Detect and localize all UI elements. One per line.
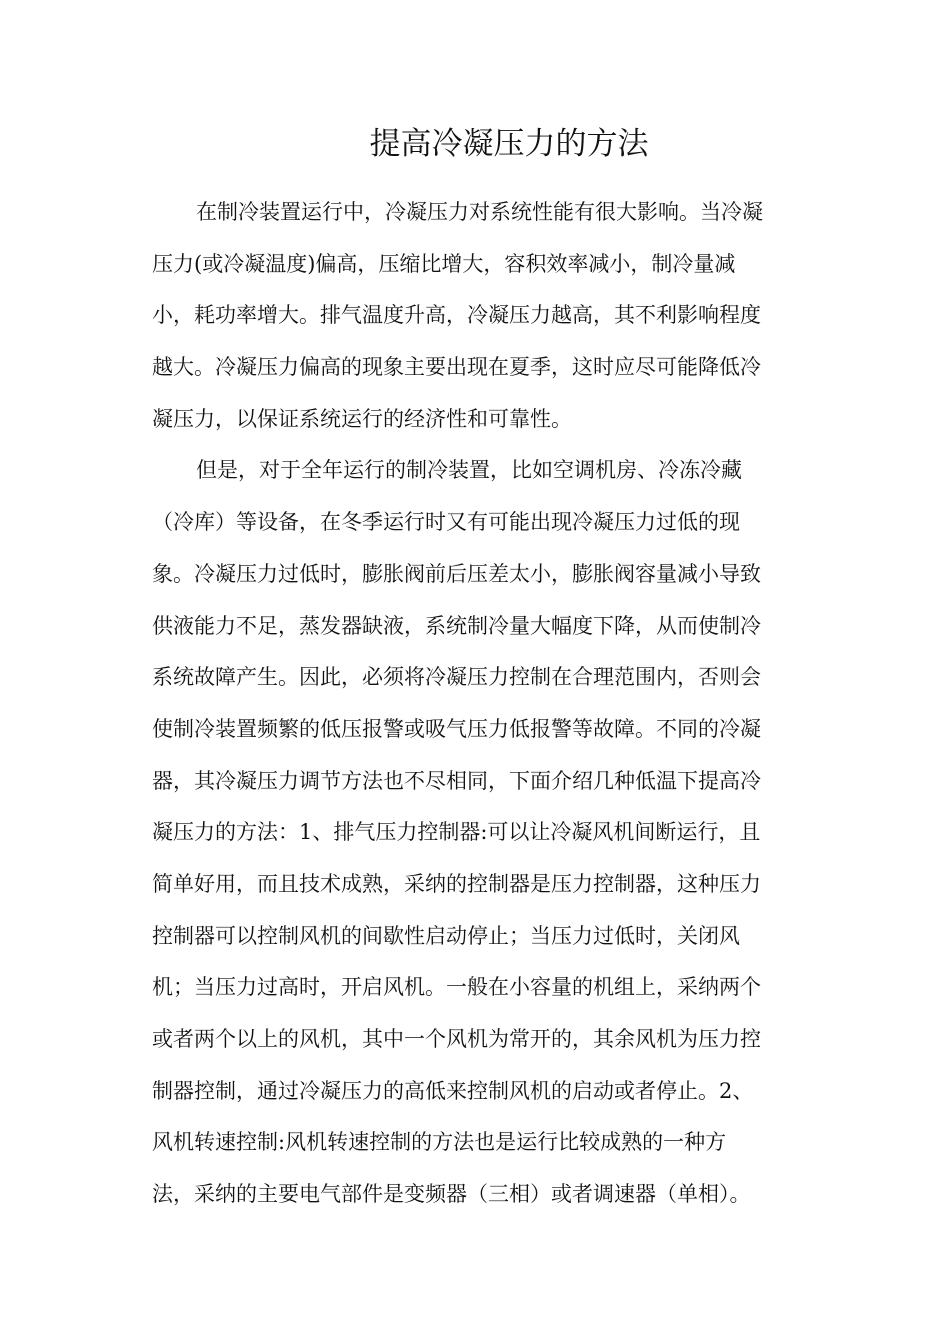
body-line: 法，采纳的主要电气部件是变频器（三相）或者调速器（单相）。 [152,1182,751,1207]
body-line: 系统故障产生。因此，必须将冷凝压力控制在合理范围内，否则会 [152,665,761,690]
body-line: 简单好用，而且技术成熟，采纳的控制器是压力控制器，这种压力 [152,871,761,896]
body-line: 小，耗功率增大。排气温度升高，冷凝压力越高，其不利影响程度 [152,303,761,328]
body-line: 越大。冷凝压力偏高的现象主要出现在夏季，这时应尽可能降低冷 [152,355,761,380]
body-line: 器，其冷凝压力调节方法也不尽相同，下面介绍几种低温下提高冷 [152,768,761,793]
body-line: 凝压力的方法：1、排气压力控制器:可以让冷凝风机间断运行，且 [152,820,761,845]
body-line: 制器控制，通过冷凝压力的高低来控制风机的启动或者停止。2、 [152,1078,754,1103]
body-line: 供液能力不足，蒸发器缺液，系统制冷量大幅度下降，从而使制冷 [152,613,761,638]
document-body [152,187,802,1221]
body-line: 凝压力，以保证系统运行的经济性和可靠性。 [152,406,572,431]
body-line: （冷库）等设备，在冬季运行时又有可能出现冷凝压力过低的现 [152,510,740,535]
body-line: 但是，对于全年运行的制冷装置，比如空调机房、冷冻冷藏 [196,458,742,483]
body-line: 风机转速控制:风机转速控制的方法也是运行比较成熟的一种方 [152,1130,727,1155]
body-line: 或者两个以上的风机，其中一个风机为常开的，其余风机为压力控 [152,1027,761,1051]
body-line: 控制器可以控制风机的间歇性启动停止；当压力过低时，关闭风 [152,923,740,948]
body-line: 使制冷装置频繁的低压报警或吸气压力低报警等故障。不同的冷凝 [152,716,761,741]
body-line: 象。冷凝压力过低时，膨胀阀前后压差太小，膨胀阀容量减小导致 [152,561,761,586]
page-title: 提高冷凝压力的方法 [369,126,649,162]
body-line: 机；当压力过高时，开启风机。一般在小容量的机组上，采纳两个 [152,975,761,1000]
body-line: 在制冷装置运行中，冷凝压力对系统性能有很大影响。当冷凝 [196,200,763,224]
body-line: 压力(或冷凝温度)偏高，压缩比增大，容积效率减小，制冷量减 [152,251,736,276]
